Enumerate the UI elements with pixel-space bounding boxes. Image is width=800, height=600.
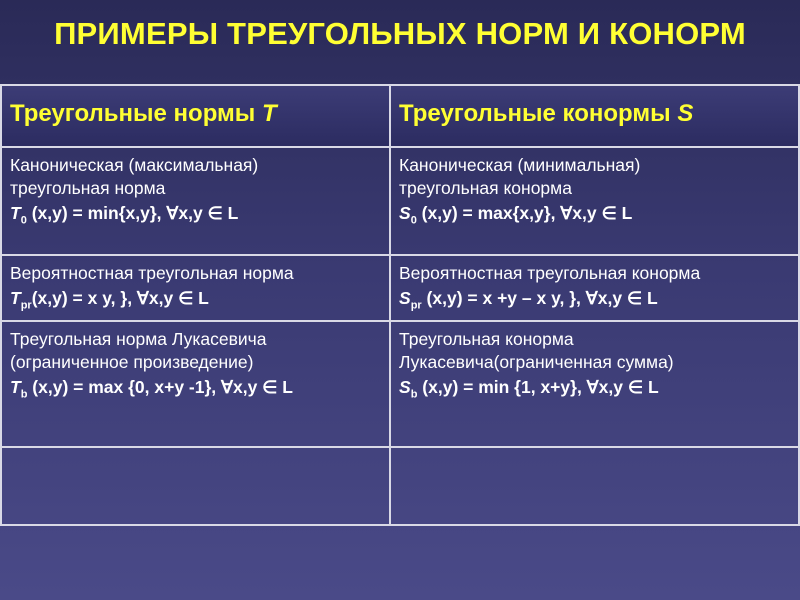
formula-subscript: b (20, 388, 28, 401)
table-header-row (0, 86, 800, 146)
table-border-bottom (0, 524, 800, 526)
formula-subscript: 0 (410, 214, 417, 227)
formula-expression: (x,y) = max {0, x+y -1}, ∀x,y ∈ L (27, 377, 293, 397)
formula-symbol: T (10, 288, 21, 308)
cell-line: Вероятностная треугольная конорма (399, 263, 701, 283)
cell-line: Лукасевича(ограниченная сумма) (399, 352, 674, 372)
cell-line: Треугольная норма Лукасевича (10, 329, 267, 349)
table-border-top (0, 84, 800, 86)
formula-expression: (x,y) = min{x,y}, ∀x,y ∈ L (26, 203, 239, 223)
formula (10, 374, 293, 400)
header-conorms (399, 100, 693, 128)
header-norms-text: Треугольные нормы (10, 100, 262, 127)
cell-line: Каноническая (минимальная) (399, 155, 641, 175)
header-conorms-symbol: S (677, 100, 694, 127)
formula-symbol: S (399, 377, 411, 397)
formula-symbol: T (10, 377, 21, 397)
formula-subscript: pr (20, 299, 32, 312)
formula-expression: (x,y) = min {1, x+y}, ∀x,y ∈ L (417, 377, 659, 397)
cell-line: Каноническая (максимальная) (10, 155, 259, 175)
table-cell-norm-canonical (10, 154, 258, 226)
formula-symbol: S (399, 203, 411, 223)
norms-table (0, 84, 800, 526)
table-cell-norm-lukasiewicz (10, 328, 293, 400)
formula (399, 200, 640, 226)
cell-line: Вероятностная треугольная норма (10, 263, 294, 283)
formula-subscript: pr (410, 299, 422, 312)
formula-subscript: b (410, 388, 418, 401)
formula-expression: (x,y) = max{x,y}, ∀x,y ∈ L (416, 203, 633, 223)
formula (10, 200, 258, 226)
table-divider (0, 446, 800, 448)
formula (399, 374, 674, 400)
cell-line: треугольная конорма (399, 178, 572, 198)
table-border-left (0, 84, 2, 526)
formula (399, 285, 700, 311)
cell-line: (ограниченное произведение) (10, 352, 254, 372)
formula-symbol: S (399, 288, 411, 308)
header-norms-symbol: T (261, 100, 277, 127)
header-norms (10, 100, 277, 128)
table-cell-conorm-lukasiewicz (399, 328, 674, 400)
cell-line: Треугольная конорма (399, 329, 574, 349)
page-title: ПРИМЕРЫ ТРЕУГОЛЬНЫХ НОРМ И КОНОРМ (54, 16, 746, 51)
cell-line: треугольная норма (10, 178, 166, 198)
formula-expression: (x,y) = x y, }, ∀x,y ∈ L (31, 288, 209, 308)
table-cell-conorm-canonical (399, 154, 640, 226)
table-divider (0, 320, 800, 322)
table-cell-norm-probabilistic (10, 262, 294, 311)
formula-expression: (x,y) = x +y – x y, }, ∀x,y ∈ L (421, 288, 658, 308)
table-divider (0, 254, 800, 256)
table-divider (0, 146, 800, 148)
formula-subscript: 0 (20, 214, 27, 227)
formula-symbol: T (10, 203, 21, 223)
formula (10, 285, 294, 311)
header-conorms-text: Треугольные конормы (399, 100, 678, 127)
table-column-divider (389, 84, 391, 526)
table-cell-conorm-probabilistic (399, 262, 700, 311)
